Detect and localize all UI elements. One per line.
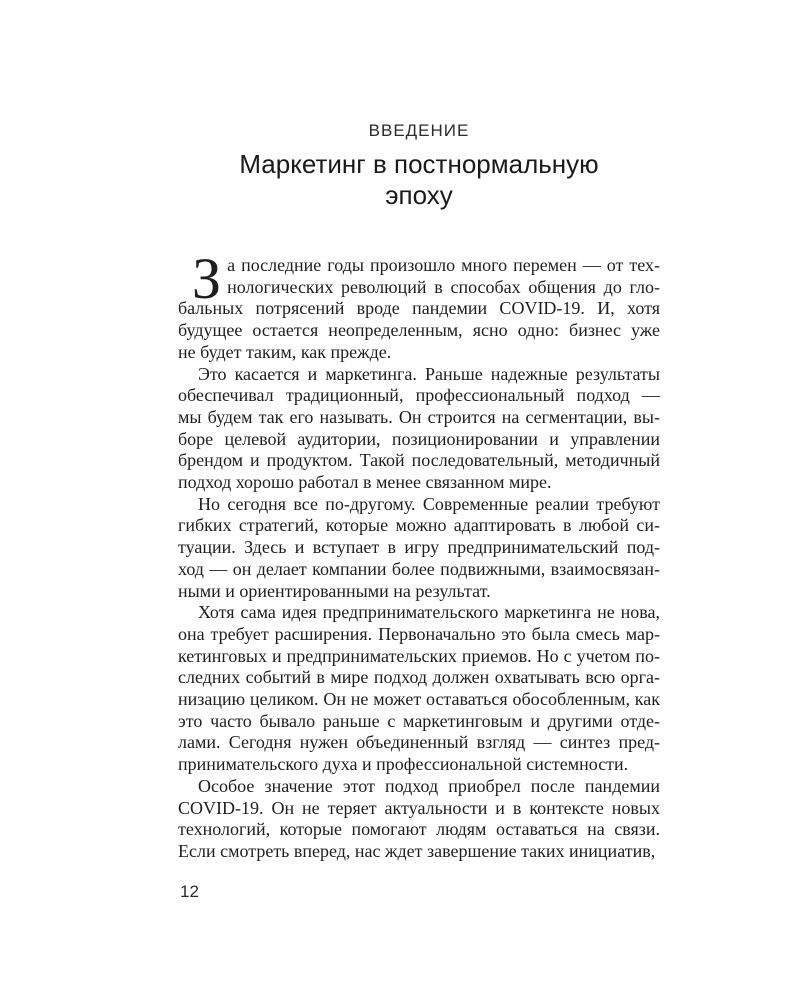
text-line: COVID-19. Он не теряет актуальности и в контексте новых xyxy=(178,797,660,818)
text-line: Особое значение этот подход приобрел после пандемии xyxy=(198,775,660,796)
text-line: принимательского духа и профессиональной системности. xyxy=(178,754,629,775)
paragraph xyxy=(178,364,660,494)
text-line: будущее остается неопределенным, ясно одно: бизнес уже xyxy=(178,320,660,341)
text-line: туации. Здесь и вступает в игру предпринимательский под- xyxy=(178,537,660,558)
paragraph xyxy=(178,602,660,776)
chapter-title-line1: Маркетинг в постнормальную xyxy=(239,149,599,179)
body-text xyxy=(178,246,660,863)
text-line: кетинговых и предпринимательских приемов. Но с учетом по- xyxy=(178,645,660,666)
text-line: лами. Сегодня нужен объединенный взгляд — синтез пред- xyxy=(178,732,660,753)
text-line: нологических революций в способах общения до гло- xyxy=(227,276,660,297)
text-line: мы будем так его называть. Он строится на сегментации, вы- xyxy=(178,406,660,427)
text-line: обеспечивал традиционный, профессиональный подход — xyxy=(178,385,660,406)
text-line: Это касается и маркетинга. Раньше надежные результаты xyxy=(198,363,660,384)
text-line: это часто бывало раньше с маркетинговым и другими отде- xyxy=(178,710,660,731)
text-line: гибких стратегий, которые можно адаптировать в любой си- xyxy=(178,515,660,536)
text-line: подход хорошо работал в менее связанном мире. xyxy=(178,472,552,493)
text-line: Но сегодня все по-другому. Современные реалии требуют xyxy=(198,493,660,514)
page-content xyxy=(178,0,660,863)
text-line: технологий, которые помогают людям оставаться на связи. xyxy=(178,819,660,840)
text-line: ход — он делает компании более подвижными, взаимосвязан- xyxy=(178,558,660,579)
text-line: Хотя сама идея предпринимательского маркетинга не нова, xyxy=(198,602,660,623)
text-line: бальных потрясений вроде пандемии COVID-19. И, хотя xyxy=(178,298,660,319)
paragraph xyxy=(178,494,660,603)
text-line: следних событий в мире подход должен охватывать всю орга- xyxy=(178,667,660,688)
text-line: боре целевой аудитории, позиционировании и управлении xyxy=(178,428,660,449)
drop-cap: З xyxy=(192,246,222,311)
chapter-kicker: ВВЕДЕНИЕ xyxy=(368,121,470,140)
paragraph xyxy=(178,776,660,863)
text-line: Если смотреть вперед, нас ждет завершение таких инициатив, xyxy=(178,840,656,861)
text-line: не будет таким, как прежде. xyxy=(178,341,392,362)
text-line: она требует расширения. Первоначально это была смесь мар- xyxy=(178,623,660,644)
text-line: ными и ориентированными на результат. xyxy=(178,580,491,601)
text-line: брендом и продуктом. Такой последовательный, методичный xyxy=(178,450,660,471)
text-line: а последние годы произошло много перемен — от тех- xyxy=(227,255,660,275)
text-line: низацию целиком. Он не может оставаться обособленным, как xyxy=(178,689,660,710)
paragraph xyxy=(178,246,660,364)
chapter-title xyxy=(178,149,660,211)
chapter-title-line2: эпоху xyxy=(385,180,453,210)
page-number: 12 xyxy=(180,882,199,901)
